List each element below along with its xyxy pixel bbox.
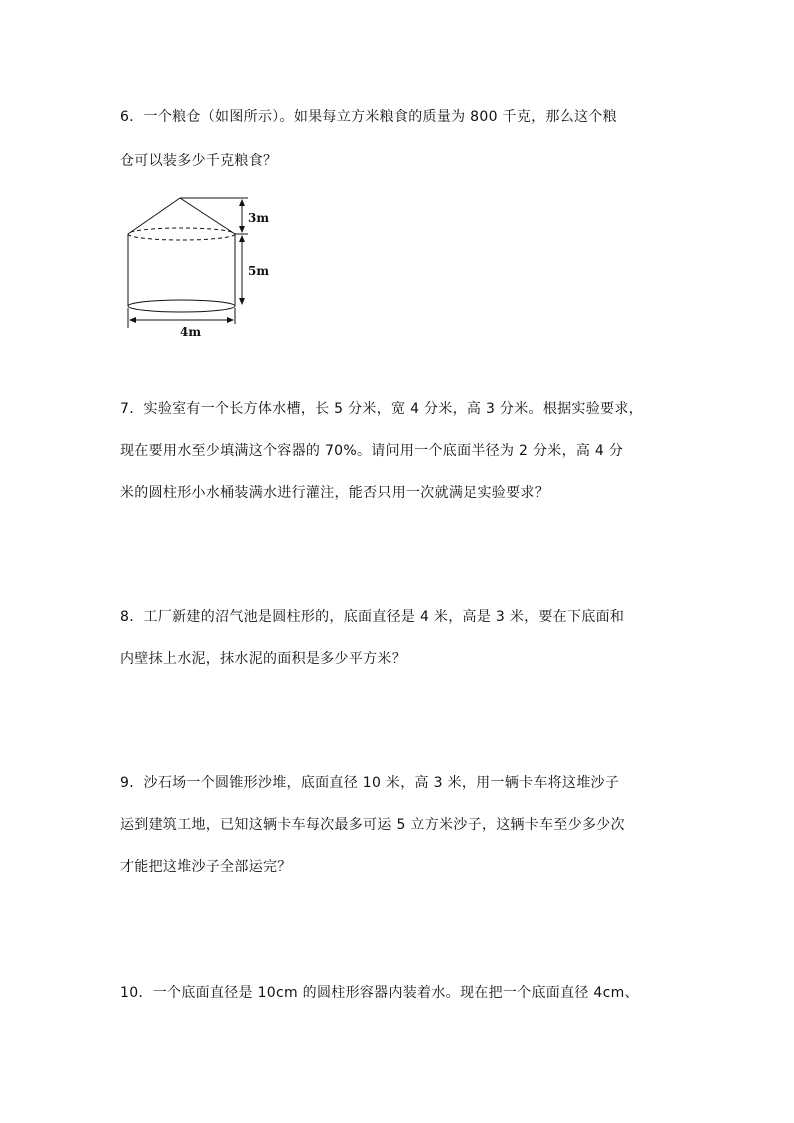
arrow-head: [239, 226, 245, 233]
q8-line-1: [120, 606, 624, 626]
q8-number: 8．: [120, 609, 144, 625]
q8-text-1: 工厂新建的沼气池是圆柱形的，底面直径是 4 米，高是 3 米，要在下底面和: [143, 609, 625, 625]
q8-line-2: [120, 648, 406, 668]
q6-text-2: 仓可以装多少千克粮食？: [120, 153, 278, 169]
arrow-head: [239, 235, 245, 242]
granary-figure: [120, 190, 290, 340]
bottom-ellipse: [128, 300, 235, 312]
q6-text-1: 一个粮仓（如图所示）。如果每立方米粮食的质量为 800 千克，那么这个粮: [143, 109, 617, 125]
q6-line-1: [120, 106, 617, 126]
q7-text-2: 现在要用水至少填满这个容器的 70%。请问用一个底面半径为 2 分米，高 4 分: [120, 443, 624, 459]
q7-line-1: [120, 398, 643, 418]
q9-line-3: [120, 856, 292, 876]
q9-line-2: [120, 814, 625, 834]
q8-text-2: 内壁抹上水泥，抹水泥的面积是多少平方米？: [120, 651, 406, 667]
q6-line-2: [120, 150, 277, 170]
q7-number: 7．: [120, 401, 144, 417]
q7-line-2: [120, 440, 623, 460]
q10-text-1: 一个底面直径是 10cm 的圆柱形容器内装着水。现在把一个底面直径 4cm、: [152, 985, 639, 1001]
q7-text-1: 实验室有一个长方体水槽，长 5 分米，宽 4 分米，高 3 分米。根据实验要求，: [143, 401, 643, 417]
q9-text-3: 才能把这堆沙子全部运完？: [120, 859, 292, 875]
q9-line-1: [120, 772, 619, 792]
q7-text-3: 米的圆柱形小水桶装满水进行灌注，能否只用一次就满足实验要求？: [120, 485, 549, 501]
arrow-head: [239, 298, 245, 305]
q9-number: 9．: [120, 775, 144, 791]
q10-line-1: [120, 982, 639, 1002]
q9-text-1: 沙石场一个圆锥形沙堆，底面直径 10 米，高 3 米，用一辆卡车将这堆沙子: [143, 775, 620, 791]
q6-number: 6．: [120, 109, 144, 125]
arrow-head: [227, 317, 234, 323]
q9-text-2: 运到建筑工地，已知这辆卡车每次最多可运 5 立方米沙子，这辆卡车至少多少次: [120, 817, 625, 833]
arrow-head: [129, 317, 136, 323]
q10-number: 10．: [120, 985, 153, 1001]
cone-height-label: 3m: [248, 211, 270, 225]
diameter-label: 4m: [180, 325, 202, 339]
cylinder-height-label: 5m: [248, 264, 270, 278]
top-ellipse: [128, 228, 235, 240]
q7-line-3: [120, 482, 549, 502]
arrow-head: [239, 199, 245, 206]
